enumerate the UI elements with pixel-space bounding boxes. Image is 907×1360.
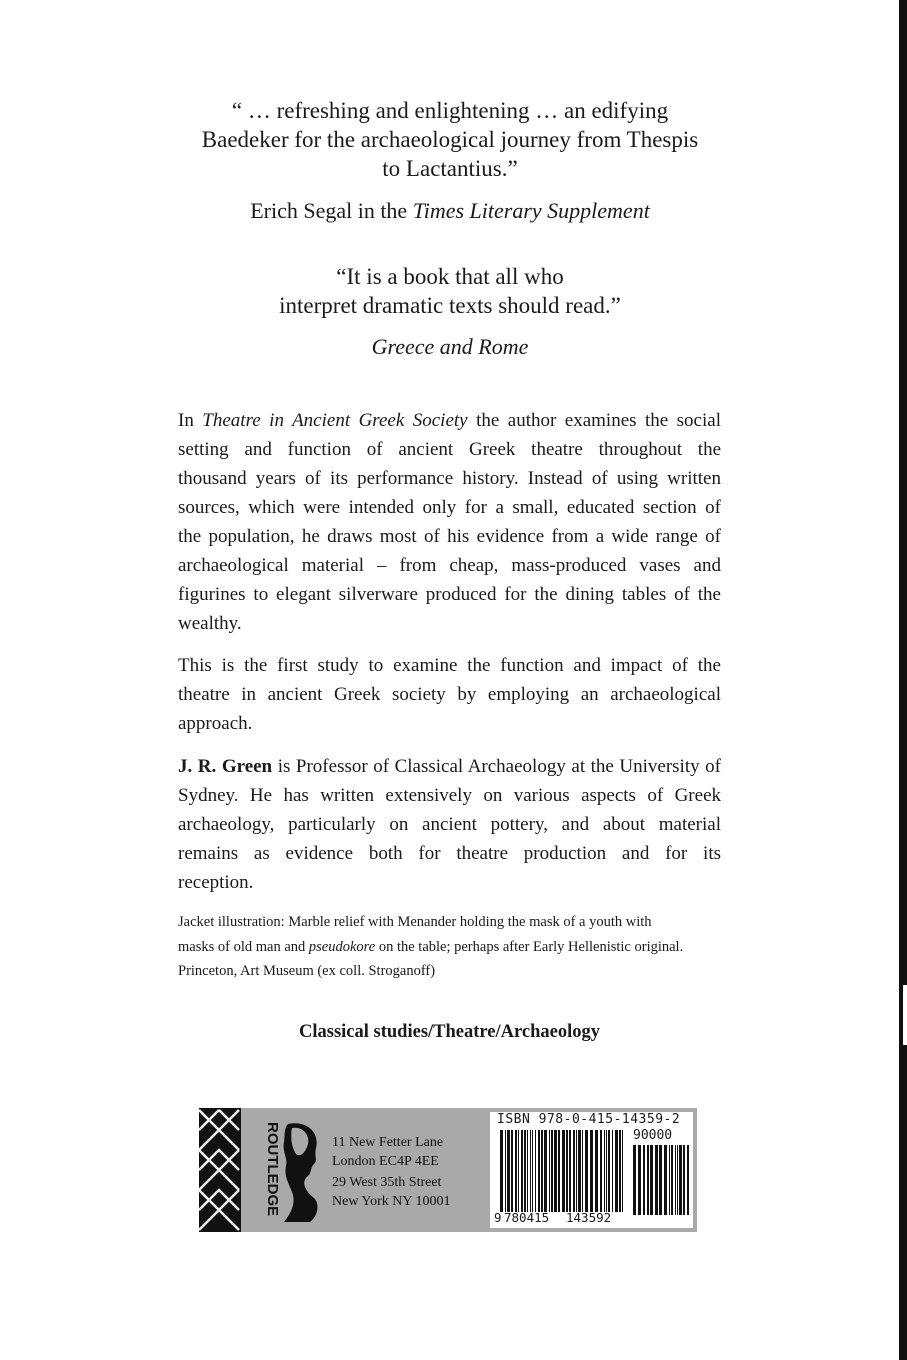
caption-italic: pseudokore (308, 938, 376, 955)
address-line: New York NY 10001 (332, 1194, 451, 1209)
barcode-bar (638, 1145, 641, 1215)
barcode-bar (585, 1130, 588, 1212)
ean-barcode (500, 1130, 624, 1212)
paragraph-line: reception. (178, 872, 254, 893)
page-edge (899, 0, 907, 1360)
barcode-bar (664, 1145, 667, 1215)
description-paragraph-2 (178, 651, 721, 738)
paragraph-line: archaeological material – from cheap, mass-produced vases and (178, 555, 721, 576)
paragraph-line: archaeology, particularly on ancient pottery, and about material (178, 814, 721, 835)
paragraph-line: sources, which were intended only for a small, educated section of (178, 497, 721, 518)
barcode-bar (647, 1145, 649, 1215)
barcode-bar (606, 1130, 607, 1212)
barcode-bar (500, 1130, 503, 1212)
paragraph-line: approach. (178, 713, 253, 734)
barcode-bar (573, 1130, 575, 1212)
barcode-bar (633, 1145, 636, 1215)
review-source-1 (170, 198, 730, 224)
barcode-bar (622, 1130, 623, 1212)
barcode-bar (590, 1130, 593, 1212)
address-line: London EC4P 4EE (332, 1154, 439, 1169)
barcode-bar (600, 1130, 602, 1212)
barcode-bar (518, 1130, 519, 1212)
barcode-bar (544, 1130, 547, 1212)
barcode-bar (578, 1130, 581, 1212)
source-prefix: Erich Segal in the (250, 198, 413, 223)
barcode-bar (562, 1130, 565, 1212)
barcode-bar (659, 1145, 662, 1215)
barcode-bar (554, 1130, 557, 1212)
barcode-bar (612, 1130, 613, 1212)
barcode-bar (675, 1145, 676, 1215)
quote-line: to Lactantius.” (382, 156, 518, 181)
barcode-bar (527, 1130, 528, 1212)
barcode-bar (576, 1130, 577, 1212)
quote-line: “ … refreshing and enlightening … an edifying (231, 98, 669, 123)
text-span: In (178, 410, 194, 431)
paragraph-line: figurines to elegant silverware produced for the dining tables of the (178, 584, 721, 605)
review-quote-1 (170, 96, 730, 183)
paragraph-line: remains as evidence both for theatre production and for its (178, 843, 721, 864)
barcode-bar (549, 1130, 550, 1212)
barcode-bar (566, 1130, 568, 1212)
book-title: Theatre in Ancient Greek Society (202, 410, 468, 431)
address-newyork (332, 1173, 451, 1211)
barcode-bar (569, 1130, 571, 1212)
barcode-bar (669, 1145, 670, 1215)
barcode-bar (511, 1130, 513, 1212)
barcode-bar (608, 1130, 610, 1212)
barcode-digit-group: 780415 (504, 1210, 550, 1225)
quote-line: Baedeker for the archaeological journey from Thespis (201, 127, 699, 152)
routledge-logo-block (199, 1108, 241, 1232)
barcode-bar (535, 1130, 536, 1212)
paragraph-line: theatre in ancient Greek society by employing an archaeological (178, 684, 721, 705)
routledge-wordmark (250, 1122, 281, 1222)
barcode-bar (677, 1145, 678, 1215)
barcode-bar (687, 1145, 689, 1215)
head-profile-icon (278, 1118, 324, 1224)
paragraph-line: setting and function of ancient Greek theatre throughout the (178, 439, 721, 460)
barcode-bar (541, 1130, 543, 1212)
text-span: on the table; perhaps after Early Hellenistic original. (375, 938, 684, 955)
page-edge-notch (903, 985, 907, 1045)
barcode-bar (671, 1145, 673, 1215)
barcode-bar (615, 1130, 618, 1212)
source-publication: Times Literary Supplement (412, 198, 650, 223)
barcode-bar (524, 1130, 526, 1212)
barcode-bar (650, 1145, 653, 1215)
text-span: the author examines the social (476, 410, 721, 431)
barcode-bar (521, 1130, 523, 1212)
text-span: masks of old man and (178, 938, 309, 955)
barcode-bar (582, 1130, 583, 1212)
barcode-digit-prefix: 9 (494, 1210, 502, 1225)
barcode-bar (551, 1130, 553, 1212)
description-paragraph-1 (178, 406, 721, 638)
quote-line: “It is a book that all who (336, 264, 564, 289)
paragraph-line: Sydney. He has written extensively on various aspects of Greek (178, 785, 721, 806)
barcode-bar (505, 1130, 506, 1212)
paragraph-line: the population, he draws most of his evidence from a wide range of (178, 526, 721, 547)
addon-barcode (633, 1145, 689, 1215)
caption-line: Jacket illustration: Marble relief with Menander holding the mask of a youth with (178, 914, 652, 930)
diamond-pattern-icon (199, 1108, 241, 1232)
barcode-bar (604, 1130, 605, 1212)
caption-line: Princeton, Art Museum (ex coll. Stroganoff) (178, 963, 436, 979)
address-line: 29 West 35th Street (332, 1175, 442, 1190)
barcode-bar (619, 1130, 621, 1212)
address-london (332, 1133, 443, 1171)
author-name: J. R. Green (178, 756, 273, 777)
barcode-bar (683, 1145, 685, 1215)
author-bio (178, 752, 721, 897)
barcode-bar (595, 1130, 598, 1212)
source-publication: Greece and Rome (371, 334, 529, 359)
jacket-caption (178, 910, 721, 984)
paragraph-line: wealthy. (178, 613, 242, 634)
paragraph-line: thousand years of its performance history. Instead of using written (178, 468, 721, 489)
isbn-number: ISBN 978-0-415-14359-2 (497, 1112, 681, 1127)
barcode-bar (679, 1145, 682, 1215)
address-line: 11 New Fetter Lane (332, 1135, 444, 1150)
barcode-bar (532, 1130, 533, 1212)
barcode-digit-group: 143592 (566, 1210, 612, 1225)
price-code: 90000 (633, 1128, 673, 1143)
barcode-bar (538, 1130, 540, 1212)
publisher-name: ROUTLEDGE (264, 1122, 281, 1217)
subject-category: Classical studies/Theatre/Archaeology (299, 1022, 600, 1042)
barcode-bar (643, 1145, 645, 1215)
review-quote-2 (170, 262, 730, 320)
barcode-bar (515, 1130, 517, 1212)
barcode-bar (507, 1130, 510, 1212)
barcode-bar (655, 1145, 658, 1215)
barcode-bar (530, 1130, 531, 1212)
paragraph-line: This is the first study to examine the function and impact of the (178, 655, 721, 676)
quote-line: interpret dramatic texts should read.” (279, 293, 621, 318)
review-source-2 (170, 334, 730, 360)
barcode-bar (558, 1130, 560, 1212)
text-span: is Professor of Classical Archaeology at the University of (277, 756, 721, 777)
